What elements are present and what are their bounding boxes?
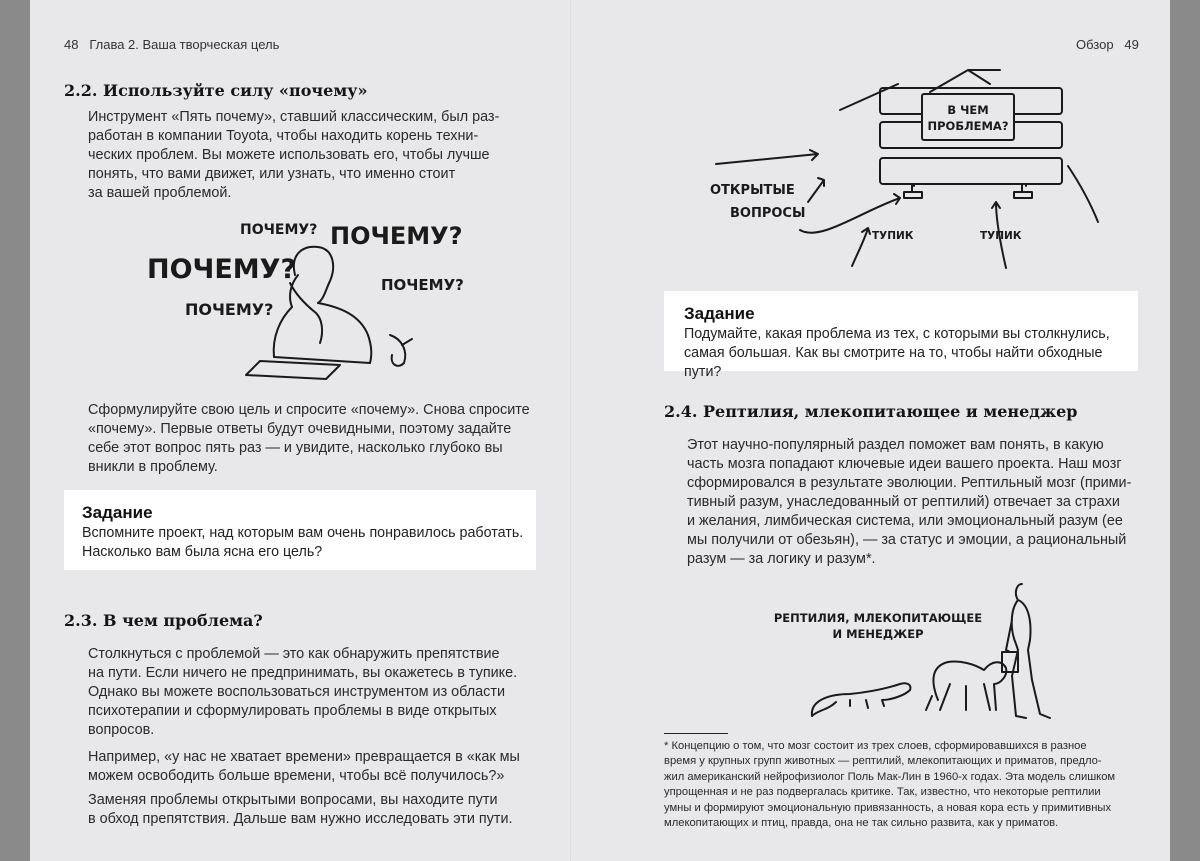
footnote-line: умны и формируют эмоциональную привязанность, а новая кора есть у примитивных xyxy=(664,801,1112,814)
five-whys-line: за вашей проблемой. xyxy=(88,185,232,201)
evolution-caption-line-1: РЕПТИЛИЯ, МЛЕКОПИТАЮЩЕЕ xyxy=(773,611,983,625)
book-gutter xyxy=(570,0,572,861)
task-box-1 xyxy=(64,490,536,570)
right-section-title: Обзор xyxy=(1076,37,1114,52)
problem-obstacle-line: на пути. Если ничего не предпринимать, вы окажетесь в тупике. xyxy=(88,665,518,681)
example-time-line: Например, «у нас не хватает времени» превращается в «как мы xyxy=(88,749,520,765)
left-chapter-title: Глава 2. Ваша творческая цель xyxy=(89,37,280,52)
paragraph-ask-why xyxy=(88,401,536,477)
open-questions-line: в обход препятствия. Дальше вам нужно исследовать эти пути. xyxy=(88,811,513,827)
problem-obstacle-line: Столкнуться с проблемой — это как обнаружить препятствие xyxy=(88,646,500,662)
ask-why-line: вникли в проблему. xyxy=(88,459,218,475)
barrier-leg-left xyxy=(904,184,922,198)
paragraph-example-time xyxy=(88,748,536,786)
ask-why-line: «почему». Первые ответы будут очевидными, поэтому задайте xyxy=(88,421,512,437)
why-word-mid-left: ПОЧЕМУ? xyxy=(185,300,274,319)
footnote-rule xyxy=(664,733,728,734)
open-questions-line-1: ОТКРЫТЫЕ xyxy=(710,183,795,198)
dead-end-left: ТУПИК xyxy=(872,230,914,242)
triune-brain-line: и желания, лимбическая система, или эмоциональный разум (ее xyxy=(687,513,1123,529)
five-whys-line: Инструмент «Пять почему», ставший классическим, был раз- xyxy=(88,109,500,125)
triune-brain-line: разум — за логику и разум*. xyxy=(687,551,876,567)
why-illustration xyxy=(140,215,470,385)
triune-brain-line: сформировался в результате эволюции. Рептильный мозг (прими- xyxy=(687,475,1132,491)
manager-drawing xyxy=(1002,584,1050,718)
ape-drawing xyxy=(926,661,1006,710)
triune-brain-line: часть мозга попадают ключевые идеи вашего проекта. Наш мозг xyxy=(687,456,1122,472)
sign-line-1: В ЧЕМ xyxy=(947,103,989,117)
heading-2-4: 2.4. Рептилия, млекопитающее и менеджер xyxy=(664,402,1078,421)
task-2-line: Подумайте, какая проблема из тех, с которыми вы столкнулись, xyxy=(684,326,1110,342)
paragraph-five-whys xyxy=(88,108,536,203)
footnote-line: жил американский нейрофизиолог Поль Мак-Лин в 1960-х годах. Эта модель слишком xyxy=(664,770,1116,783)
open-questions-line: Заменяя проблемы открытыми вопросами, вы находите пути xyxy=(88,792,498,808)
triune-brain-line: тивный разум, унаследованный от рептилий) отвечает за страхи xyxy=(687,494,1120,510)
triune-brain-line: мы получили от обезьян), — за статус и эмоции, а рациональный xyxy=(687,532,1127,548)
ask-why-line: Сформулируйте свою цель и спросите «почему». Снова спросите xyxy=(88,402,530,418)
ask-why-line: себе этот вопрос пять раз — и увидите, насколько глубоко вы xyxy=(88,440,503,456)
barrier-plank-bottom xyxy=(880,158,1062,184)
task-1-title: Задание xyxy=(82,503,153,522)
task-1-line: Вспомните проект, над которым вам очень понравилось работать. xyxy=(82,525,524,541)
five-whys-line: работан в компании Toyota, чтобы находить корень техни- xyxy=(88,128,479,144)
footnote-line: млекопитающих и птиц, правда, она не так сильно развита, как у приматов. xyxy=(664,817,1059,830)
paragraph-problem-obstacle xyxy=(88,645,536,740)
why-word-small-top: ПОЧЕМУ? xyxy=(240,222,318,238)
why-word-mid-right: ПОЧЕМУ? xyxy=(381,276,464,294)
sign-line-2: ПРОБЛЕМА? xyxy=(927,119,1009,133)
footnote-line: время у крупных групп животных — рептилий, млекопитающих и приматов, предло- xyxy=(664,755,1102,768)
task-1-text xyxy=(82,524,532,562)
dead-end-right: ТУПИК xyxy=(980,230,1022,242)
task-2-title: Задание xyxy=(684,304,755,323)
paragraph-open-questions xyxy=(88,791,536,829)
task-1-line: Насколько вам была ясна его цель? xyxy=(82,544,323,560)
task-2-text xyxy=(684,325,1138,382)
heading-2-3: 2.3. В чем проблема? xyxy=(64,611,263,630)
task-2-line: самая большая. Как вы смотрите на то, чтобы найти обходные пути? xyxy=(684,345,1103,380)
problem-obstacle-line: Однако вы можете воспользоваться инструментом из области xyxy=(88,684,506,700)
heading-2-2: 2.2. Используйте силу «почему» xyxy=(64,81,368,100)
open-questions-line-2: ВОПРОСЫ xyxy=(730,206,806,221)
problem-obstacle-line: психотерапии и сформулировать проблемы в виде открытых xyxy=(88,703,497,719)
why-word-large-left: ПОЧЕМУ? xyxy=(147,254,297,285)
task-box-2 xyxy=(664,291,1138,380)
barrier-leg-right xyxy=(1014,184,1032,198)
left-running-head xyxy=(64,37,279,52)
paragraph-triune-brain xyxy=(687,436,1137,569)
evolution-illustration xyxy=(770,580,1070,730)
why-word-large-right: ПОЧЕМУ? xyxy=(330,222,463,250)
problem-sign xyxy=(922,94,1014,140)
left-page-number: 48 xyxy=(64,37,79,52)
footnote-line: упрощенная и не раз подвергалась критике. Так, известно, что некоторые рептилии xyxy=(664,786,1101,799)
right-page-number: 49 xyxy=(1124,37,1139,52)
triune-brain-line: Этот научно-популярный раздел поможет вам понять, в какую xyxy=(687,437,1104,453)
footnote-line: * Концепцию о том, что мозг состоит из трех слоев, сформировавшихся в разное xyxy=(664,740,1087,752)
problem-obstacle-line: вопросов. xyxy=(88,722,155,738)
example-time-line: можем освободить больше времени, чтобы всё получилось?» xyxy=(88,768,505,784)
five-whys-line: ческих проблем. Вы можете использовать его, чтобы лучше xyxy=(88,147,490,163)
footnote-mclean xyxy=(664,739,1138,831)
right-running-head xyxy=(1076,37,1139,52)
five-whys-line: понять, что вами движет, или узнать, что именно стоит xyxy=(88,166,456,182)
barrier-illustration xyxy=(700,62,1120,277)
reptile-drawing xyxy=(812,683,911,716)
evolution-caption-line-2: И МЕНЕДЖЕР xyxy=(832,627,924,641)
